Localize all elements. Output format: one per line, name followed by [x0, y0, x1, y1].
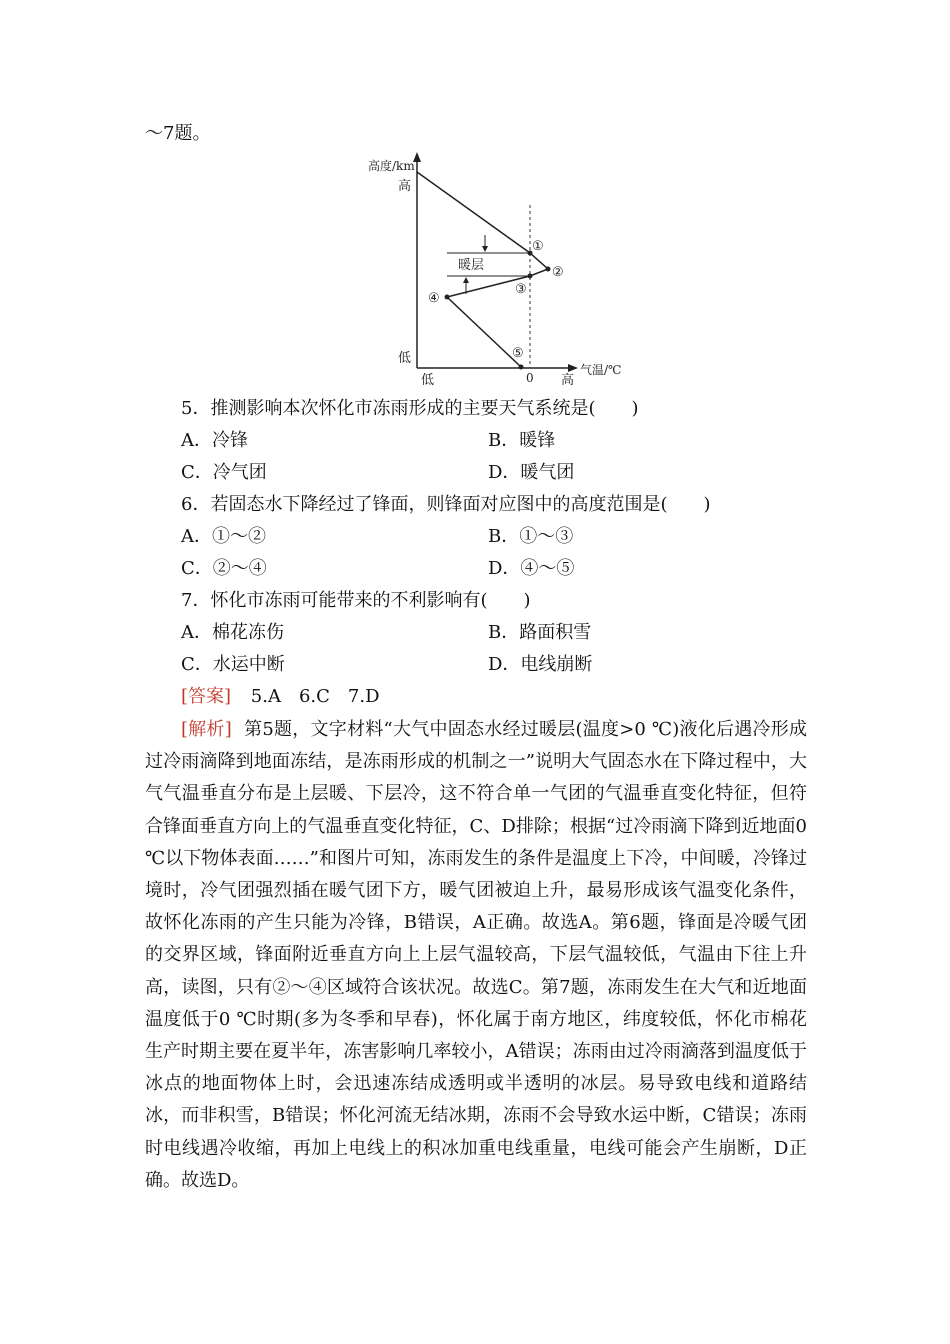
question-7-option-d: D．电线崩断 — [488, 654, 593, 675]
question-7-option-c: C．水运中断 — [181, 654, 285, 675]
question-6-option-a: A．①～② — [181, 526, 266, 547]
point-5-dot — [519, 365, 524, 370]
point-2-dot — [546, 267, 551, 272]
question-6-option-d: D．④～⑤ — [488, 558, 575, 579]
y-axis-label: 高度/km — [368, 159, 415, 173]
answer-tag: [答案] — [181, 686, 232, 707]
question-7-option-a: A．棉花冻伤 — [181, 622, 284, 643]
analysis-tag: [解析] — [181, 719, 232, 740]
point-4-label: ④ — [428, 291, 440, 306]
x-high-label: 高 — [561, 373, 575, 388]
x-low-label: 低 — [421, 373, 435, 388]
question-6-option-b: B．①～③ — [488, 526, 574, 547]
question-7-option-b: B．路面积雪 — [488, 622, 592, 643]
question-5-option-b: B．暖锋 — [488, 430, 556, 451]
question-5-option-a: A．冷锋 — [181, 430, 248, 451]
y-low-label: 低 — [398, 351, 412, 366]
question-5-option-d: D．暖气团 — [488, 462, 575, 483]
warm-layer-label: 暖层 — [458, 258, 485, 273]
point-3-label: ③ — [515, 282, 527, 297]
point-5-label: ⑤ — [512, 346, 524, 361]
answer-line — [181, 685, 380, 709]
question-6-stem: 6．若固态水下降经过了锋面，则锋面对应图中的高度范围是( ) — [181, 494, 711, 515]
question-7-stem: 7．怀化市冻雨可能带来的不利影响有( ) — [181, 590, 531, 611]
question-5-option-c: C．冷气团 — [181, 462, 267, 483]
point-1-label: ① — [532, 239, 544, 254]
x-axis-label: 气温/℃ — [580, 363, 622, 377]
answer-text: 5.A 6.C 7.D — [250, 686, 380, 707]
point-3-dot — [528, 274, 533, 279]
point-2-label: ② — [552, 265, 564, 280]
x-zero-label: 0 — [526, 371, 534, 385]
point-4-dot — [445, 295, 450, 300]
down-arrow-head — [482, 246, 488, 252]
x-axis-arrow — [568, 364, 578, 372]
y-high-label: 高 — [398, 179, 412, 194]
question-6-option-c: C．②～④ — [181, 558, 267, 579]
analysis-text: 第5题，文字材料“大气中固态水经过暖层(温度>0 ℃)液化后遇冷形成过冷雨滴降到地面冻结，是冻雨形成的机制之一”说明大气固态水在下降过程中，大气气温垂直分布是上层暖、下层冷，这不符合单一气团的气温垂直变化特征，但符合锋面垂直方向上的气温垂直变化特征，C、D排除；根据“过冷雨滴下降到近地面0 ℃以下物体表面……”和图片可知，冻雨发生的条件是温度上下冷，中间暖，冷锋过境时，冷气团强烈插在暖气团下方，暖气团被迫上升，最易形成该气温变化条件，故怀化冻雨的产生只能为冷锋，B错误，A正确。故选A。第6题，锋面是冷暖气团的交界区域，锋面附近垂直方向上上层气温较高，下层气温较低，气温由下往上升高，读图，只有②～④区域符合该状况。故选C。第7题，冻雨发生在大气和近地面温度低于0 ℃时期(多为冬季和早春)，怀化属于南方地区，纬度较低，怀化市棉花生产时期主要在夏半年，冻害影响几率较小，A错误；冻雨由过冷雨滴落到温度低于冰点的地面物体上时，会迅速冻结成透明或半透明的冰层。易导致电线和道路结冰，而非积雪，B错误；怀化河流无结冰期，冻雨不会导致水运中断，C错误；冻雨时电线遇冷收缩，再加上电线上的积冰加重电线重量，电线可能会产生崩断，D正确。故选D。 — [145, 719, 808, 1191]
question-5-stem: 5．推测影响本次怀化市冻雨形成的主要天气系统是( ) — [181, 398, 639, 419]
up-arrow-head — [463, 277, 469, 283]
analysis-paragraph — [145, 714, 807, 1197]
intro-text: ～7题。 — [145, 123, 211, 144]
